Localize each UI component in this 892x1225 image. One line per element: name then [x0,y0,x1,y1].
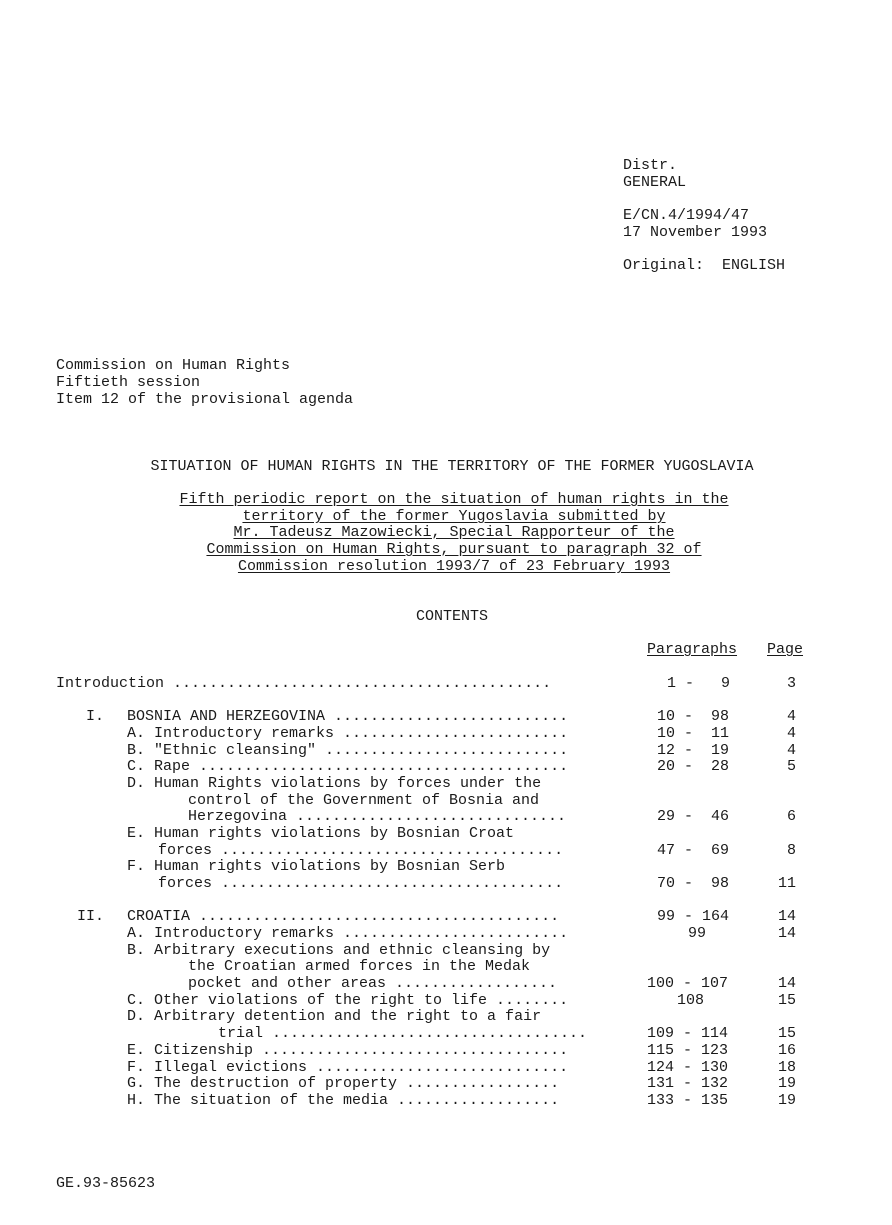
toc-1f-page: 11 [777,875,796,892]
toc-section-2-title: CROATIA ........................................ [127,908,560,925]
toc-section-1-page: 4 [786,708,796,725]
toc-2d-page: 15 [777,1025,796,1042]
toc-introduction-page: 3 [786,675,796,692]
toc-1e-line-1: E. Human rights violations by Bosnian Croat [127,825,515,842]
subtitle-line-1: Fifth periodic report on the situation of human rights in the [179,491,729,508]
toc-2c-page: 15 [777,992,796,1009]
subtitle-line-4: Commission on Human Rights, pursuant to paragraph 32 of [206,541,702,558]
toc-introduction: Introduction .......................................... [56,675,552,692]
agenda-item: Item 12 of the provisional agenda [56,391,354,408]
toc-2b-line-3: pocket and other areas .................. [188,975,558,992]
toc-1f-paras: 70 - 98 [657,875,730,892]
toc-2a-page: 14 [777,925,796,942]
paragraphs-column-header: Paragraphs [647,641,738,658]
toc-2e-paras: 115 - 123 [647,1042,729,1059]
toc-1a-page: 4 [786,725,796,742]
toc-1b: B. "Ethnic cleansing" ........................... [127,742,569,759]
toc-2b-line-2: the Croatian armed forces in the Medak [188,958,531,975]
toc-2h-paras: 133 - 135 [647,1092,729,1109]
toc-section-2-page: 14 [777,908,796,925]
toc-1d-paras: 29 - 46 [657,808,730,825]
toc-section-1-paras: 10 - 98 [657,708,730,725]
toc-1a: A. Introductory remarks ......................... [127,725,569,742]
toc-section-2-paras: 99 - 164 [657,908,730,925]
toc-1b-paras: 12 - 19 [657,742,730,759]
toc-section-1-title: BOSNIA AND HERZEGOVINA .......................... [127,708,569,725]
distr-type: GENERAL [623,174,687,191]
toc-2h: H. The situation of the media .................. [127,1092,560,1109]
toc-section-1-number: I. [85,708,104,725]
original-language: Original: ENGLISH [623,257,786,274]
subtitle-line-2: territory of the former Yugoslavia submitted by [242,508,666,525]
toc-2b-line-1: B. Arbitrary executions and ethnic cleansing by [127,942,551,959]
toc-2e-page: 16 [777,1042,796,1059]
toc-2c-paras: 108 [677,992,705,1009]
document-title: SITUATION OF HUMAN RIGHTS IN THE TERRITORY OF THE FORMER YUGOSLAVIA [150,458,754,475]
document-date: 17 November 1993 [623,224,768,241]
subtitle-line-5: Commission resolution 1993/7 of 23 February 1993 [237,558,671,575]
toc-1d-line-2: control of the Government of Bosnia and [188,792,540,809]
toc-1e-page: 8 [786,842,796,859]
document-symbol: E/CN.4/1994/47 [623,207,750,224]
toc-1a-paras: 10 - 11 [657,725,730,742]
toc-2d-line-2: trial ................................... [218,1025,588,1042]
footer-code: GE.93-85623 [56,1175,156,1192]
toc-2a: A. Introductory remarks ......................... [127,925,569,942]
toc-2g-paras: 131 - 132 [647,1075,729,1092]
toc-2a-paras: 99 [688,925,707,942]
toc-2b-page: 14 [777,975,796,992]
toc-2b-paras: 100 - 107 [647,975,729,992]
toc-1f-line-1: F. Human rights violations by Bosnian Serb [127,858,506,875]
toc-1f-line-2: forces ...................................... [158,875,564,892]
contents-heading: CONTENTS [415,608,488,625]
toc-2g: G. The destruction of property ................. [127,1075,560,1092]
toc-2f-paras: 124 - 130 [647,1059,729,1076]
toc-introduction-paras: 1 - 9 [667,675,731,692]
toc-1d-line-1: D. Human Rights violations by forces under the [127,775,542,792]
toc-1c: C. Rape ......................................... [127,758,569,775]
toc-1e-paras: 47 - 69 [657,842,730,859]
toc-2d-line-1: D. Arbitrary detention and the right to a fair [127,1008,542,1025]
subtitle-line-3: Mr. Tadeusz Mazowiecki, Special Rapporteur of the [233,524,675,541]
page-column-header: Page [767,641,804,658]
toc-1b-page: 4 [786,742,796,759]
toc-2d-paras: 109 - 114 [647,1025,729,1042]
toc-2f-page: 18 [777,1059,796,1076]
toc-2e: E. Citizenship .................................. [127,1042,569,1059]
toc-2h-page: 19 [777,1092,796,1109]
meeting-body: Commission on Human Rights [56,357,291,374]
toc-2c: C. Other violations of the right to life ........ [127,992,569,1009]
toc-2f: F. Illegal evictions ............................ [127,1059,569,1076]
distr-label: Distr. [623,157,678,174]
toc-1d-page: 6 [786,808,796,825]
toc-2g-page: 19 [777,1075,796,1092]
toc-1c-paras: 20 - 28 [657,758,730,775]
toc-section-2-number: II. [76,908,104,925]
toc-1d-line-3: Herzegovina .............................. [188,808,567,825]
toc-1c-page: 5 [786,758,796,775]
toc-1e-line-2: forces ...................................... [158,842,564,859]
meeting-session: Fiftieth session [56,374,201,391]
